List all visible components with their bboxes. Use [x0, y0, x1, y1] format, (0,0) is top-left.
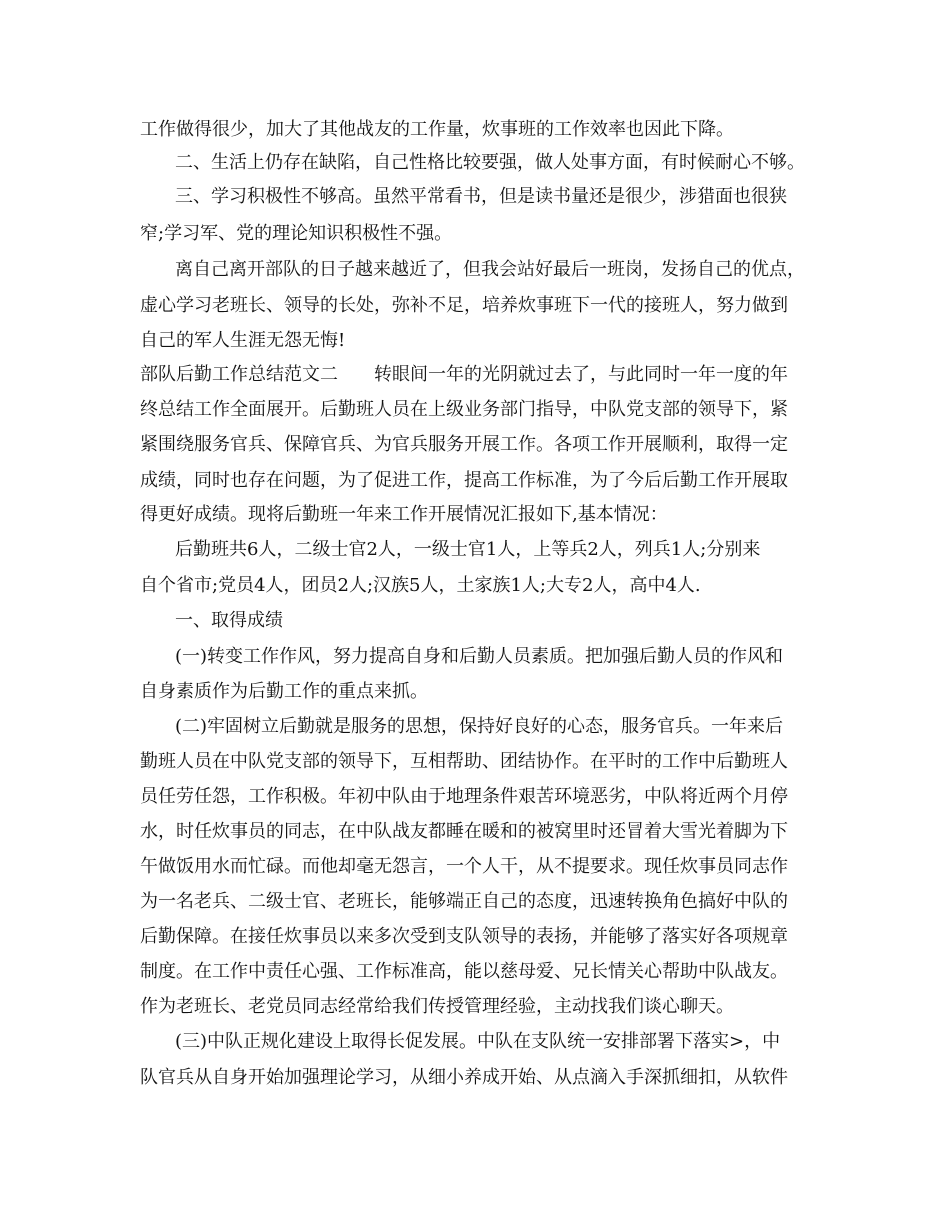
text-line: 部队后勤工作总结范文二 转眼间一年的光阴就过去了，与此同时一年一度的年 [140, 364, 788, 385]
text-line: 终总结工作全面展开。后勤班人员在上级业务部门指导，中队党支部的领导下，紧 [140, 399, 788, 420]
text-line: 自身素质作为后勤工作的重点来抓。 [140, 681, 428, 702]
text-line: (三)中队正规化建设上取得长促发展。中队在支队统一安排部署下落实>，中 [175, 1031, 781, 1052]
text-line: 作为老班长、老党员同志经常给我们传授管理经验，主动找我们谈心聊天。 [140, 996, 734, 1017]
text-line: 紧围绕服务官兵、保障官兵、为官兵服务开展工作。各项工作开展顺利，取得一定 [140, 434, 788, 455]
text-line: (二)牢固树立后勤就是服务的思想，保持好良好的心态，服务官兵。一年来后 [175, 716, 784, 737]
text-line: 自个省市;党员4人，团员2人;汉族5人，土家族1人;大专2人，高中4人. [140, 575, 701, 596]
text-line: 勤班人员在中队党支部的领导下，互相帮助、团结协作。在平时的工作中后勤班人 [140, 751, 788, 772]
text-line: 制度。在工作中责任心强、工作标准高，能以慈母爱、兄长情关心帮助中队战友。 [140, 961, 788, 982]
text-line: 三、学习积极性不够高。虽然平常看书，但是读书量还是很少，涉猎面也很狭 [175, 186, 787, 207]
text-line: 自己的军人生涯无怨无悔! [140, 330, 346, 351]
text-line: 窄;学习军、党的理论知识积极性不强。 [140, 223, 453, 244]
text-line: 队官兵从自身开始加强理论学习，从细小养成开始、从点滴入手深抓细扣，从软件 [140, 1067, 788, 1088]
text-line: (一)转变工作作风，努力提高自身和后勤人员素质。把加强后勤人员的作风和 [175, 646, 784, 667]
text-line: 午做饭用水而忙碌。而他却毫无怨言，一个人干，从不提要求。现任炊事员同志作 [140, 856, 788, 877]
text-line: 员任劳任怨，工作积极。年初中队由于地理条件艰苦环境恶劣，中队将近两个月停 [140, 786, 788, 807]
text-line: 得更好成绩。现将后勤班一年来工作开展情况汇报如下,基本情况： [140, 504, 668, 525]
text-line: 离自己离开部队的日子越来越近了，但我会站好最后一班岗，发扬自己的优点， [175, 259, 805, 280]
text-line: 水，时任炊事员的同志，在中队战友都睡在暖和的被窝里时还冒着大雪光着脚为下 [140, 821, 788, 842]
text-line: 后勤班共6人，二级士官2人，一级士官1人，上等兵2人，列兵1人;分别来 [175, 539, 761, 560]
text-line: 成绩，同时也存在问题，为了促进工作，提高工作标准，为了今后后勤工作开展取 [140, 470, 788, 491]
text-line: 为一名老兵、二级士官、老班长，能够端正自己的态度，迅速转换角色搞好中队的 [140, 891, 788, 912]
text-line: 工作做得很少，加大了其他战友的工作量，炊事班的工作效率也因此下降。 [140, 119, 734, 140]
text-line: 虚心学习老班长、领导的长处，弥补不足，培养炊事班下一代的接班人，努力做到 [140, 295, 788, 316]
text-line: 后勤保障。在接任炊事员以来多次受到支队领导的表扬，并能够了落实好各项规章 [140, 926, 788, 947]
section-heading: 一、取得成绩 [175, 610, 283, 631]
text-line: 二、生活上仍存在缺陷，自己性格比较要强，做人处事方面，有时候耐心不够。 [175, 152, 805, 173]
